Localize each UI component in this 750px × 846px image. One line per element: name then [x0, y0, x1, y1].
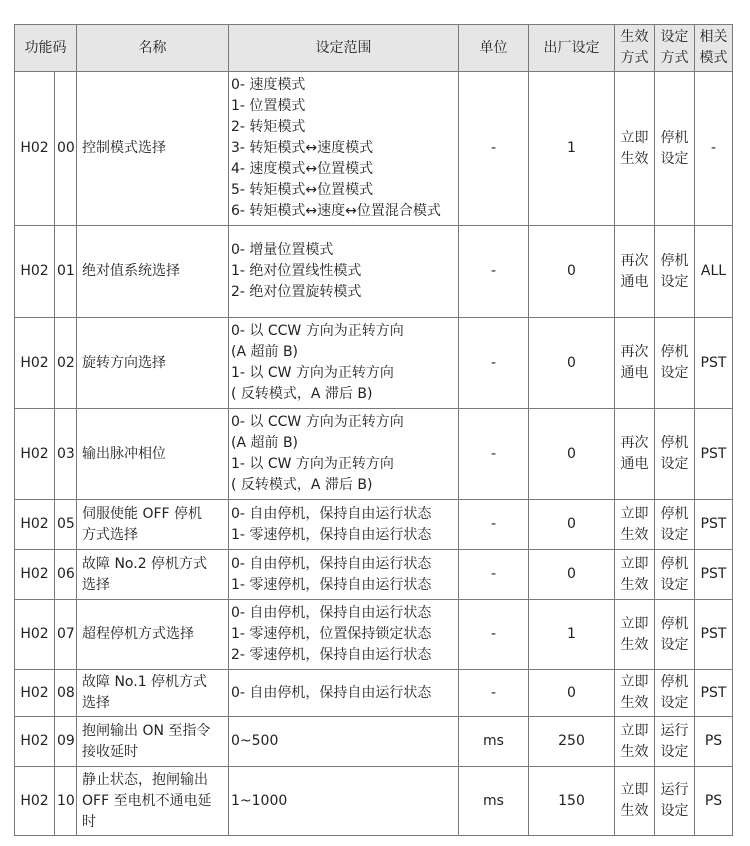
header-setting: [655, 25, 695, 72]
setting-line: 停机: [660, 435, 689, 451]
effect-line: 生效: [620, 695, 649, 711]
range-cell: [229, 72, 459, 226]
range-line: 0- 速度模式: [231, 77, 306, 93]
range-line: 1~1000: [231, 792, 288, 809]
effect-line: 生效: [620, 803, 649, 819]
range-cell: [229, 717, 459, 767]
name-cell: [77, 72, 229, 226]
factory-cell: 150: [529, 767, 615, 836]
setting-line: 停机: [660, 555, 689, 572]
effect-line: 生效: [620, 576, 649, 593]
code-group-cell: H02: [15, 767, 55, 836]
name-line: 控制模式选择: [82, 140, 166, 156]
table-row: [15, 318, 733, 409]
range-line: 1- 位置模式: [231, 98, 306, 114]
setting-cell: [655, 226, 695, 318]
name-line: 故障 No.1 停机方式: [82, 674, 208, 690]
mode-cell: PST: [695, 600, 733, 670]
header-factory: 出厂设定: [529, 25, 615, 72]
mode-cell: PST: [695, 318, 733, 409]
range-line: 0- 增量位置模式: [231, 242, 334, 258]
setting-line: 设定: [660, 803, 689, 819]
setting-line: 设定: [660, 365, 689, 381]
name-cell: [77, 318, 229, 409]
range-line: (A 超前 B): [231, 435, 299, 451]
range-line: 1- 零速停机，保持自由运行状态: [231, 576, 432, 593]
range-line: 0- 以 CCW 方向为正转方向: [231, 414, 404, 430]
unit-cell: -: [459, 409, 529, 500]
effect-line: 立即: [620, 722, 649, 739]
name-cell: [77, 600, 229, 670]
effect-line: 立即: [620, 782, 649, 798]
code-group-cell: H02: [15, 500, 55, 550]
effect-cell: [615, 500, 655, 550]
factory-cell: 0: [529, 550, 615, 600]
effect-cell: [615, 670, 655, 717]
table-row: [15, 717, 733, 767]
setting-cell: [655, 550, 695, 600]
setting-cell: [655, 318, 695, 409]
range-line: 1- 零速停机，位置保持锁定状态: [231, 626, 432, 642]
table-row: [15, 550, 733, 600]
header-effect: [615, 25, 655, 72]
setting-cell: [655, 409, 695, 500]
range-line: ( 反转模式，A 滞后 B): [231, 477, 373, 493]
header-range: 设定范围: [229, 25, 459, 72]
header-row: [15, 25, 733, 72]
mode-cell: PS: [695, 717, 733, 767]
name-cell: [77, 409, 229, 500]
setting-line: 设定: [660, 526, 689, 543]
effect-cell: [615, 72, 655, 226]
header-effect-line: 生效: [620, 29, 649, 45]
setting-line: 设定: [660, 636, 689, 653]
setting-line: 停机: [660, 252, 689, 269]
setting-line: 运行: [660, 782, 689, 798]
unit-cell: -: [459, 600, 529, 670]
setting-line: 设定: [660, 150, 689, 167]
name-cell: [77, 767, 229, 836]
effect-line: 生效: [620, 526, 649, 543]
code-index-cell: 03: [55, 409, 77, 500]
mode-cell: ALL: [695, 226, 733, 318]
effect-line: 通电: [620, 456, 649, 472]
range-line: 1- 以 CW 方向为正转方向: [231, 456, 394, 472]
header-mode-line: 相关: [699, 29, 728, 45]
code-index-cell: 10: [55, 767, 77, 836]
range-line: 2- 零速停机，保持自由运行状态: [231, 647, 432, 663]
parameter-table: [14, 24, 733, 836]
range-cell: [229, 550, 459, 600]
table-row: [15, 600, 733, 670]
name-line: 故障 No.2 停机方式: [82, 555, 208, 572]
range-line: 0- 以 CCW 方向为正转方向: [231, 323, 404, 339]
unit-cell: ms: [459, 717, 529, 767]
mode-cell: PST: [695, 550, 733, 600]
unit-cell: -: [459, 670, 529, 717]
name-cell: [77, 550, 229, 600]
code-index-cell: 06: [55, 550, 77, 600]
range-line: 0- 自由停机，保持自由运行状态: [231, 505, 432, 522]
name-line: 输出脉冲相位: [82, 445, 166, 462]
effect-line: 再次: [620, 252, 649, 269]
code-group-cell: H02: [15, 318, 55, 409]
code-group-cell: H02: [15, 409, 55, 500]
effect-line: 再次: [620, 435, 649, 451]
table-row: [15, 72, 733, 226]
range-line: 5- 转矩模式↔位置模式: [231, 182, 374, 198]
name-line: 静止状态，抱闸输出: [82, 771, 208, 788]
effect-cell: [615, 600, 655, 670]
header-mode: [695, 25, 733, 72]
table-row: [15, 500, 733, 550]
range-line: 1- 以 CW 方向为正转方向: [231, 365, 394, 381]
name-line: 抱闸输出 ON 至指令: [82, 722, 211, 739]
effect-line: 立即: [620, 129, 649, 146]
unit-cell: -: [459, 318, 529, 409]
parameter-table-container: [14, 24, 733, 836]
mode-cell: PST: [695, 670, 733, 717]
range-line: 1- 零速停机，保持自由运行状态: [231, 526, 432, 543]
setting-line: 设定: [660, 743, 689, 760]
code-group-cell: H02: [15, 717, 55, 767]
mode-cell: PS: [695, 767, 733, 836]
setting-cell: [655, 500, 695, 550]
mode-cell: -: [695, 72, 733, 226]
range-cell: [229, 500, 459, 550]
effect-line: 立即: [620, 505, 649, 522]
setting-line: 停机: [660, 674, 689, 690]
setting-cell: [655, 767, 695, 836]
header-unit: 单位: [459, 25, 529, 72]
setting-line: 设定: [660, 273, 689, 290]
factory-cell: 0: [529, 226, 615, 318]
effect-line: 立即: [620, 615, 649, 632]
factory-cell: 0: [529, 409, 615, 500]
name-line: 绝对值系统选择: [82, 263, 180, 279]
header-effect-line: 方式: [620, 50, 649, 66]
setting-line: 停机: [660, 505, 689, 522]
setting-cell: [655, 600, 695, 670]
header-setting-line: 方式: [660, 50, 689, 66]
header-code: 功能码: [15, 25, 77, 72]
effect-line: 立即: [620, 674, 649, 690]
range-cell: [229, 767, 459, 836]
setting-cell: [655, 72, 695, 226]
header-mode-line: 模式: [699, 50, 728, 66]
setting-line: 停机: [660, 129, 689, 146]
unit-cell: -: [459, 226, 529, 318]
name-line: 选择: [82, 576, 110, 593]
range-line: 0- 自由停机，保持自由运行状态: [231, 684, 432, 701]
factory-cell: 0: [529, 318, 615, 409]
code-index-cell: 00: [55, 72, 77, 226]
effect-cell: [615, 318, 655, 409]
code-index-cell: 09: [55, 717, 77, 767]
table-row: [15, 226, 733, 318]
range-line: 3- 转矩模式↔速度模式: [231, 140, 374, 156]
mode-cell: PST: [695, 500, 733, 550]
name-line: 旋转方向选择: [82, 354, 166, 371]
unit-cell: -: [459, 72, 529, 226]
code-index-cell: 01: [55, 226, 77, 318]
factory-cell: 0: [529, 670, 615, 717]
range-cell: [229, 670, 459, 717]
code-group-cell: H02: [15, 226, 55, 318]
effect-cell: [615, 226, 655, 318]
header-setting-line: 设定: [660, 29, 689, 45]
table-row: [15, 767, 733, 836]
code-index-cell: 07: [55, 600, 77, 670]
name-cell: [77, 226, 229, 318]
range-line: 1- 绝对位置线性模式: [231, 263, 362, 279]
effect-line: 生效: [620, 150, 649, 167]
effect-cell: [615, 767, 655, 836]
name-line: 接收延时: [82, 743, 138, 760]
range-line: 0- 自由停机，保持自由运行状态: [231, 555, 432, 572]
range-cell: [229, 409, 459, 500]
setting-line: 设定: [660, 456, 689, 472]
range-cell: [229, 318, 459, 409]
setting-cell: [655, 717, 695, 767]
code-index-cell: 08: [55, 670, 77, 717]
mode-cell: PST: [695, 409, 733, 500]
name-line: 伺服使能 OFF 停机: [82, 505, 203, 522]
range-line: 0~500: [231, 733, 279, 749]
effect-line: 再次: [620, 344, 649, 360]
effect-cell: [615, 717, 655, 767]
name-line: 时: [82, 813, 96, 830]
table-row: [15, 409, 733, 500]
setting-line: 设定: [660, 695, 689, 711]
range-cell: [229, 600, 459, 670]
range-line: 6- 转矩模式↔速度↔位置混合模式: [231, 203, 441, 219]
code-index-cell: 05: [55, 500, 77, 550]
range-line: 2- 绝对位置旋转模式: [231, 284, 362, 300]
name-cell: [77, 500, 229, 550]
range-line: ( 反转模式，A 滞后 B): [231, 386, 373, 402]
name-line: 超程停机方式选择: [82, 626, 194, 642]
effect-line: 通电: [620, 365, 649, 381]
effect-cell: [615, 409, 655, 500]
factory-cell: 0: [529, 500, 615, 550]
code-group-cell: H02: [15, 670, 55, 717]
setting-line: 停机: [660, 344, 689, 360]
range-cell: [229, 226, 459, 318]
factory-cell: 1: [529, 72, 615, 226]
unit-cell: -: [459, 500, 529, 550]
factory-cell: 1: [529, 600, 615, 670]
range-line: (A 超前 B): [231, 344, 299, 360]
name-line: 选择: [82, 695, 110, 711]
setting-cell: [655, 670, 695, 717]
factory-cell: 250: [529, 717, 615, 767]
table-body: [15, 72, 733, 836]
name-line: 方式选择: [82, 526, 138, 543]
range-line: 4- 速度模式↔位置模式: [231, 161, 374, 177]
name-line: OFF 至电机不通电延: [82, 792, 212, 809]
unit-cell: ms: [459, 767, 529, 836]
name-cell: [77, 717, 229, 767]
setting-line: 停机: [660, 615, 689, 632]
range-line: 2- 转矩模式: [231, 119, 306, 135]
effect-line: 通电: [620, 273, 649, 290]
effect-line: 生效: [620, 743, 649, 760]
effect-cell: [615, 550, 655, 600]
setting-line: 设定: [660, 576, 689, 593]
table-row: [15, 670, 733, 717]
header-name: 名称: [77, 25, 229, 72]
effect-line: 立即: [620, 555, 649, 572]
effect-line: 生效: [620, 636, 649, 653]
setting-line: 运行: [660, 722, 689, 739]
name-cell: [77, 670, 229, 717]
range-line: 0- 自由停机，保持自由运行状态: [231, 605, 432, 621]
code-group-cell: H02: [15, 600, 55, 670]
code-group-cell: H02: [15, 72, 55, 226]
code-group-cell: H02: [15, 550, 55, 600]
unit-cell: -: [459, 550, 529, 600]
code-index-cell: 02: [55, 318, 77, 409]
